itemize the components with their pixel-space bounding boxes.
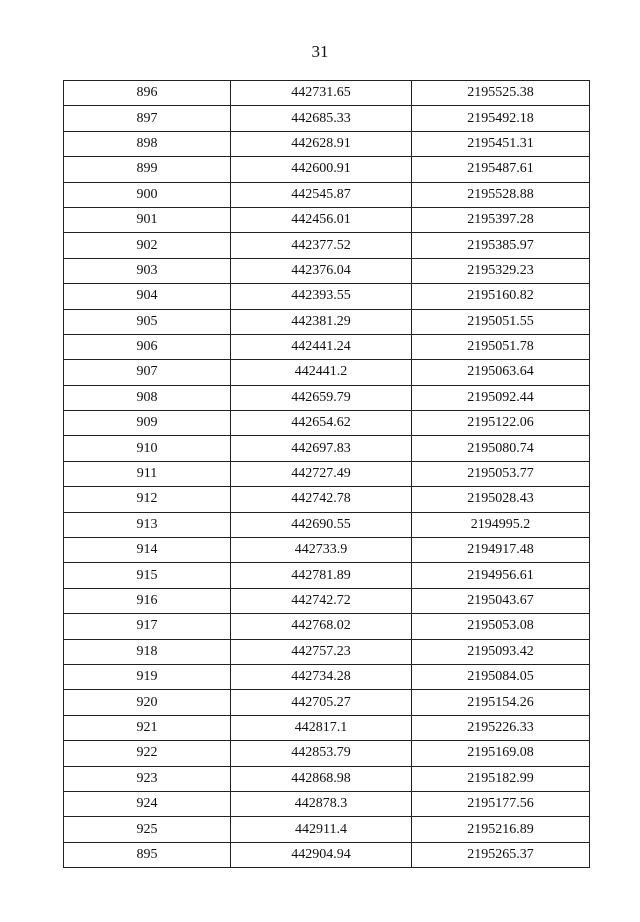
table-row xyxy=(64,284,590,309)
x-coordinate-cell: 442376.04 xyxy=(231,258,412,283)
x-coordinate-cell: 442878.3 xyxy=(231,791,412,816)
x-coordinate-cell: 442904.94 xyxy=(231,842,412,867)
table-row xyxy=(64,334,590,359)
x-coordinate-cell: 442868.98 xyxy=(231,766,412,791)
y-coordinate-cell: 2195084.05 xyxy=(412,664,590,689)
point-number-cell: 910 xyxy=(64,436,231,461)
point-number-cell: 921 xyxy=(64,715,231,740)
point-number-cell: 896 xyxy=(64,81,231,106)
y-coordinate-cell: 2195053.08 xyxy=(412,614,590,639)
table-row xyxy=(64,791,590,816)
point-number-cell: 906 xyxy=(64,334,231,359)
x-coordinate-cell: 442545.87 xyxy=(231,182,412,207)
table-row xyxy=(64,385,590,410)
table-row xyxy=(64,588,590,613)
point-number-cell: 917 xyxy=(64,614,231,639)
table-row xyxy=(64,182,590,207)
x-coordinate-cell: 442853.79 xyxy=(231,741,412,766)
table-row xyxy=(64,207,590,232)
table-row xyxy=(64,715,590,740)
y-coordinate-cell: 2195043.67 xyxy=(412,588,590,613)
point-number-cell: 898 xyxy=(64,131,231,156)
table-row xyxy=(64,461,590,486)
x-coordinate-cell: 442381.29 xyxy=(231,309,412,334)
table-row xyxy=(64,131,590,156)
point-number-cell: 913 xyxy=(64,512,231,537)
x-coordinate-cell: 442733.9 xyxy=(231,538,412,563)
x-coordinate-cell: 442628.91 xyxy=(231,131,412,156)
x-coordinate-cell: 442731.65 xyxy=(231,81,412,106)
point-number-cell: 923 xyxy=(64,766,231,791)
y-coordinate-cell: 2195093.42 xyxy=(412,639,590,664)
table-row xyxy=(64,538,590,563)
x-coordinate-cell: 442690.55 xyxy=(231,512,412,537)
point-number-cell: 897 xyxy=(64,106,231,131)
point-number-cell: 920 xyxy=(64,690,231,715)
y-coordinate-cell: 2195528.88 xyxy=(412,182,590,207)
y-coordinate-cell: 2195492.18 xyxy=(412,106,590,131)
x-coordinate-cell: 442734.28 xyxy=(231,664,412,689)
point-number-cell: 925 xyxy=(64,817,231,842)
y-coordinate-cell: 2195397.28 xyxy=(412,207,590,232)
table-row xyxy=(64,512,590,537)
table-row xyxy=(64,258,590,283)
x-coordinate-cell: 442659.79 xyxy=(231,385,412,410)
x-coordinate-cell: 442456.01 xyxy=(231,207,412,232)
x-coordinate-cell: 442393.55 xyxy=(231,284,412,309)
table-row xyxy=(64,817,590,842)
point-number-cell: 924 xyxy=(64,791,231,816)
point-number-cell: 912 xyxy=(64,487,231,512)
point-number-cell: 911 xyxy=(64,461,231,486)
table-row xyxy=(64,233,590,258)
point-number-cell: 916 xyxy=(64,588,231,613)
table-row xyxy=(64,664,590,689)
x-coordinate-cell: 442697.83 xyxy=(231,436,412,461)
y-coordinate-cell: 2195160.82 xyxy=(412,284,590,309)
y-coordinate-cell: 2195028.43 xyxy=(412,487,590,512)
x-coordinate-cell: 442685.33 xyxy=(231,106,412,131)
point-number-cell: 918 xyxy=(64,639,231,664)
table-row xyxy=(64,842,590,867)
table-row xyxy=(64,360,590,385)
coordinate-table xyxy=(63,80,590,868)
table-row xyxy=(64,614,590,639)
x-coordinate-cell: 442705.27 xyxy=(231,690,412,715)
y-coordinate-cell: 2195154.26 xyxy=(412,690,590,715)
x-coordinate-cell: 442600.91 xyxy=(231,157,412,182)
table-row xyxy=(64,690,590,715)
table-row xyxy=(64,106,590,131)
x-coordinate-cell: 442742.72 xyxy=(231,588,412,613)
table-row xyxy=(64,436,590,461)
point-number-cell: 895 xyxy=(64,842,231,867)
x-coordinate-cell: 442768.02 xyxy=(231,614,412,639)
point-number-cell: 904 xyxy=(64,284,231,309)
x-coordinate-cell: 442727.49 xyxy=(231,461,412,486)
x-coordinate-cell: 442654.62 xyxy=(231,411,412,436)
table-row xyxy=(64,157,590,182)
y-coordinate-cell: 2195080.74 xyxy=(412,436,590,461)
y-coordinate-cell: 2195451.31 xyxy=(412,131,590,156)
y-coordinate-cell: 2195169.08 xyxy=(412,741,590,766)
y-coordinate-cell: 2195122.06 xyxy=(412,411,590,436)
y-coordinate-cell: 2195051.78 xyxy=(412,334,590,359)
table-row xyxy=(64,766,590,791)
table-row xyxy=(64,487,590,512)
y-coordinate-cell: 2195329.23 xyxy=(412,258,590,283)
table-row xyxy=(64,81,590,106)
point-number-cell: 914 xyxy=(64,538,231,563)
y-coordinate-cell: 2195182.99 xyxy=(412,766,590,791)
table-body xyxy=(64,81,590,868)
x-coordinate-cell: 442781.89 xyxy=(231,563,412,588)
x-coordinate-cell: 442817.1 xyxy=(231,715,412,740)
x-coordinate-cell: 442757.23 xyxy=(231,639,412,664)
y-coordinate-cell: 2195063.64 xyxy=(412,360,590,385)
point-number-cell: 899 xyxy=(64,157,231,182)
y-coordinate-cell: 2195216.89 xyxy=(412,817,590,842)
x-coordinate-cell: 442441.24 xyxy=(231,334,412,359)
table-row xyxy=(64,563,590,588)
x-coordinate-cell: 442377.52 xyxy=(231,233,412,258)
point-number-cell: 901 xyxy=(64,207,231,232)
point-number-cell: 905 xyxy=(64,309,231,334)
y-coordinate-cell: 2194956.61 xyxy=(412,563,590,588)
point-number-cell: 900 xyxy=(64,182,231,207)
point-number-cell: 903 xyxy=(64,258,231,283)
point-number-cell: 909 xyxy=(64,411,231,436)
x-coordinate-cell: 442441.2 xyxy=(231,360,412,385)
point-number-cell: 902 xyxy=(64,233,231,258)
x-coordinate-cell: 442742.78 xyxy=(231,487,412,512)
point-number-cell: 908 xyxy=(64,385,231,410)
y-coordinate-cell: 2195265.37 xyxy=(412,842,590,867)
point-number-cell: 922 xyxy=(64,741,231,766)
y-coordinate-cell: 2194995.2 xyxy=(412,512,590,537)
y-coordinate-cell: 2194917.48 xyxy=(412,538,590,563)
y-coordinate-cell: 2195385.97 xyxy=(412,233,590,258)
y-coordinate-cell: 2195053.77 xyxy=(412,461,590,486)
y-coordinate-cell: 2195177.56 xyxy=(412,791,590,816)
point-number-cell: 919 xyxy=(64,664,231,689)
point-number-cell: 907 xyxy=(64,360,231,385)
table-row xyxy=(64,411,590,436)
y-coordinate-cell: 2195525.38 xyxy=(412,81,590,106)
table-row xyxy=(64,741,590,766)
x-coordinate-cell: 442911.4 xyxy=(231,817,412,842)
y-coordinate-cell: 2195487.61 xyxy=(412,157,590,182)
table-row xyxy=(64,639,590,664)
table-row xyxy=(64,309,590,334)
point-number-cell: 915 xyxy=(64,563,231,588)
y-coordinate-cell: 2195092.44 xyxy=(412,385,590,410)
y-coordinate-cell: 2195226.33 xyxy=(412,715,590,740)
y-coordinate-cell: 2195051.55 xyxy=(412,309,590,334)
page-number: 31 xyxy=(311,42,329,61)
